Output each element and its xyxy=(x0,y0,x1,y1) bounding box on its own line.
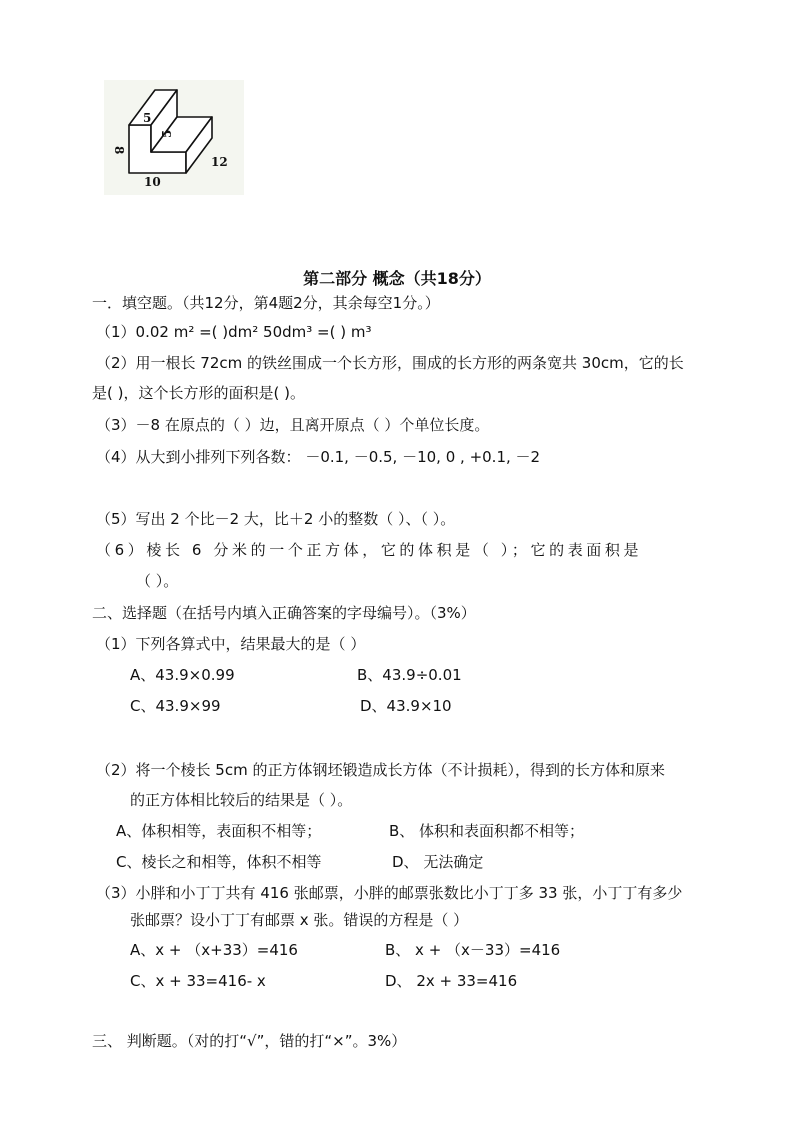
part1-q5: （5）写出 2 个比－2 大，比＋2 小的整数（ ）、（ ）。 xyxy=(96,510,456,528)
part2-q3-option-d: D、 2x + 33=416 xyxy=(385,972,518,990)
part2-q2-option-c: C、棱长之和相等，体积不相等 xyxy=(116,853,322,871)
label-step-height: 5 xyxy=(160,129,174,138)
part1-q6-line1: （6）棱长 6 分米的一个正方体，它的体积是（ ）；它的表面积是 xyxy=(96,541,643,559)
part2-q3-stem-line1: （3）小胖和小丁丁共有 416 张邮票，小胖的邮票张数比小丁丁多 33 张，小丁丁有多少 xyxy=(96,884,683,902)
section-title: 第二部分 概念（共18分） xyxy=(303,269,491,288)
part2-q3-option-b: B、 x + （x－33）=416 xyxy=(385,941,561,959)
step-solid-figure xyxy=(104,80,244,199)
label-left-height: 8 xyxy=(112,146,126,155)
part1-q1: （1）0.02 m² =( )dm² 50dm³ =( ) m³ xyxy=(96,323,372,341)
part1-heading: 一．填空题。（共12分，第4题2分，其余每空1分。） xyxy=(92,294,440,312)
part1-q2-line1: （2）用一根长 72cm 的铁丝围成一个长方形，围成的长方形的两条宽共 30cm，它的长 xyxy=(96,354,684,372)
part2-q3-option-c: C、x + 33=416- x xyxy=(130,972,266,990)
part2-q2-stem-line2: 的正方体相比较后的结果是（ ）。 xyxy=(130,791,353,809)
part1-q3: （3）－8 在原点的（ ）边，且离开原点（ ）个单位长度。 xyxy=(96,416,490,434)
part2-q2-option-d: D、 无法确定 xyxy=(392,853,484,871)
label-depth: 12 xyxy=(211,155,228,169)
part2-q3-stem-line2: 张邮票？设小丁丁有邮票 x 张。错误的方程是（ ） xyxy=(130,911,469,929)
part2-q1-option-b: B、43.9÷0.01 xyxy=(357,666,462,684)
part1-q4: （4）从大到小排列下列各数： －0.1, －0.5, －10, 0 , +0.1, －2 xyxy=(96,448,541,466)
part2-q1-stem: （1）下列各算式中，结果最大的是（ ） xyxy=(96,635,366,653)
part2-q1-option-d: D、43.9×10 xyxy=(360,697,452,715)
part1-q2-line2: 是( )，这个长方形的面积是( )。 xyxy=(92,384,305,402)
part2-q2-stem-line1: （2）将一个棱长 5cm 的正方体钢坯锻造成长方体（不计损耗），得到的长方体和原来 xyxy=(96,761,665,779)
part1-q6-line2: （ ）。 xyxy=(136,572,179,590)
label-top-width: 5 xyxy=(143,111,152,125)
part2-q2-option-b: B、 体积和表面积都不相等； xyxy=(389,822,585,840)
part2-q2-option-a: A、体积相等，表面积不相等； xyxy=(116,822,322,840)
step-solid-diagram xyxy=(104,80,244,195)
part3-heading: 三、 判断题。（对的打“√”，错的打“×”。3%） xyxy=(92,1032,407,1050)
part2-heading: 二、选择题（在括号内填入正确答案的字母编号）。（3%） xyxy=(92,604,476,622)
part2-q3-option-a: A、x + （x+33）=416 xyxy=(130,941,298,959)
part2-q1-option-c: C、43.9×99 xyxy=(130,697,221,715)
part2-q1-option-a: A、43.9×0.99 xyxy=(130,666,235,684)
label-bottom-length: 10 xyxy=(144,175,161,189)
